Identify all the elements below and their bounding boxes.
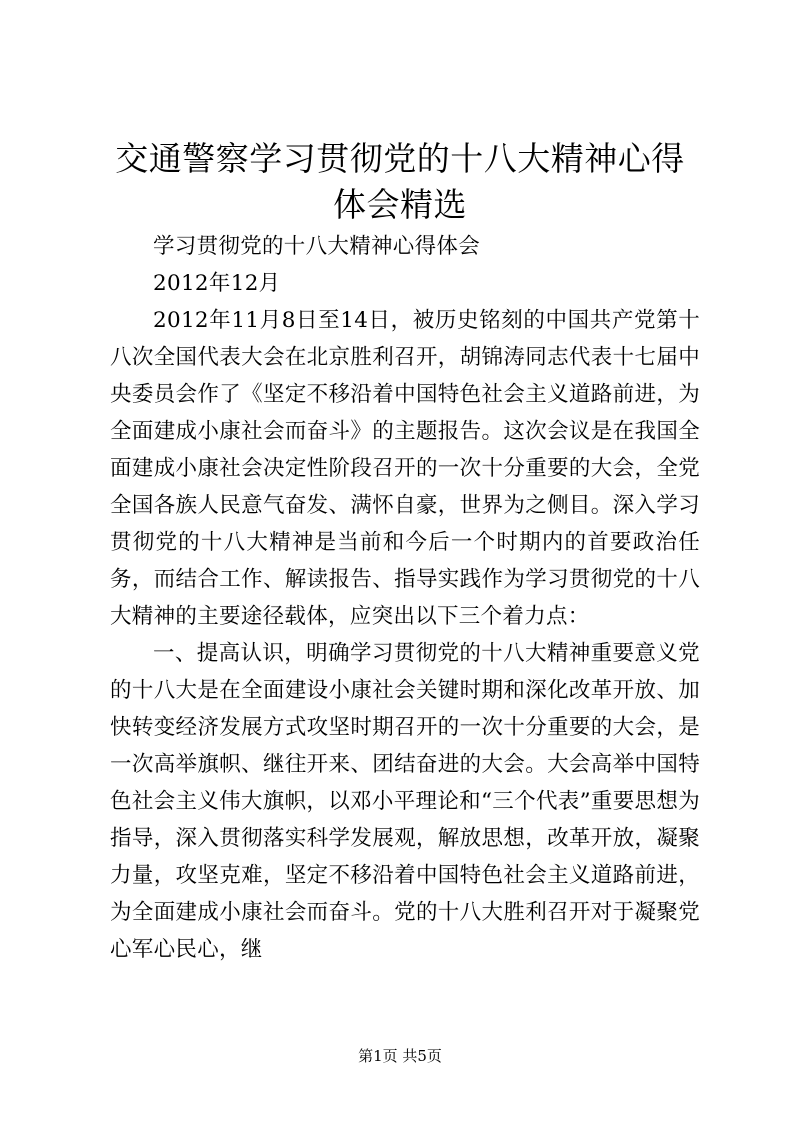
page-footer: 第1页 共5页 [358, 1047, 442, 1065]
paragraph-date: 2012年12月 [153, 271, 281, 296]
document-title: 交通警察学习贯彻党的十八大精神心得体会精选 [115, 139, 685, 224]
paragraph-intro: 2012年11月8日至14日，被历史铭刻的中国共产党第十八次全国代表大会在北京胜利召开，胡锦涛同志代表十七届中央委员会作了《坚定不移沿着中国特色社会主义道路前进，为全面建成小康社会而奋斗》的主题报告。这次会议是在我国全面建成小康社会决定性阶段召开的一次十分重要的大会，全党全国各族人民意气奋发、满怀自豪，世界为之侧目。深入学习贯彻党的十八大精神是当前和今后一个时期内的首要政治任务，而结合工作、解读报告、指导实践作为学习贯彻党的十八大精神的主要途径载体，应突出以下三个着力点： [110, 308, 700, 629]
paragraph-section-one: 一、提高认识，明确学习贯彻党的十八大精神重要意义党的十八大是在全面建设小康社会关键时期和深化改革开放、加快转变经济发展方式攻坚时期召开的一次十分重要的大会，是一次高举旗帜、继往开来、团结奋进的大会。大会高举中国特色社会主义伟大旗帜，以邓小平理论和“三个代表”重要思想为指导，深入贯彻落实科学发展观，解放思想，改革开放，凝聚力量，攻坚克难，坚定不移沿着中国特色社会主义道路前进，为全面建成小康社会而奋斗。党的十八大胜利召开对于凝聚党心军心民心，继 [110, 641, 700, 962]
document-body [110, 228, 700, 968]
paragraph-subtitle: 学习贯彻党的十八大精神心得体会 [153, 234, 481, 259]
